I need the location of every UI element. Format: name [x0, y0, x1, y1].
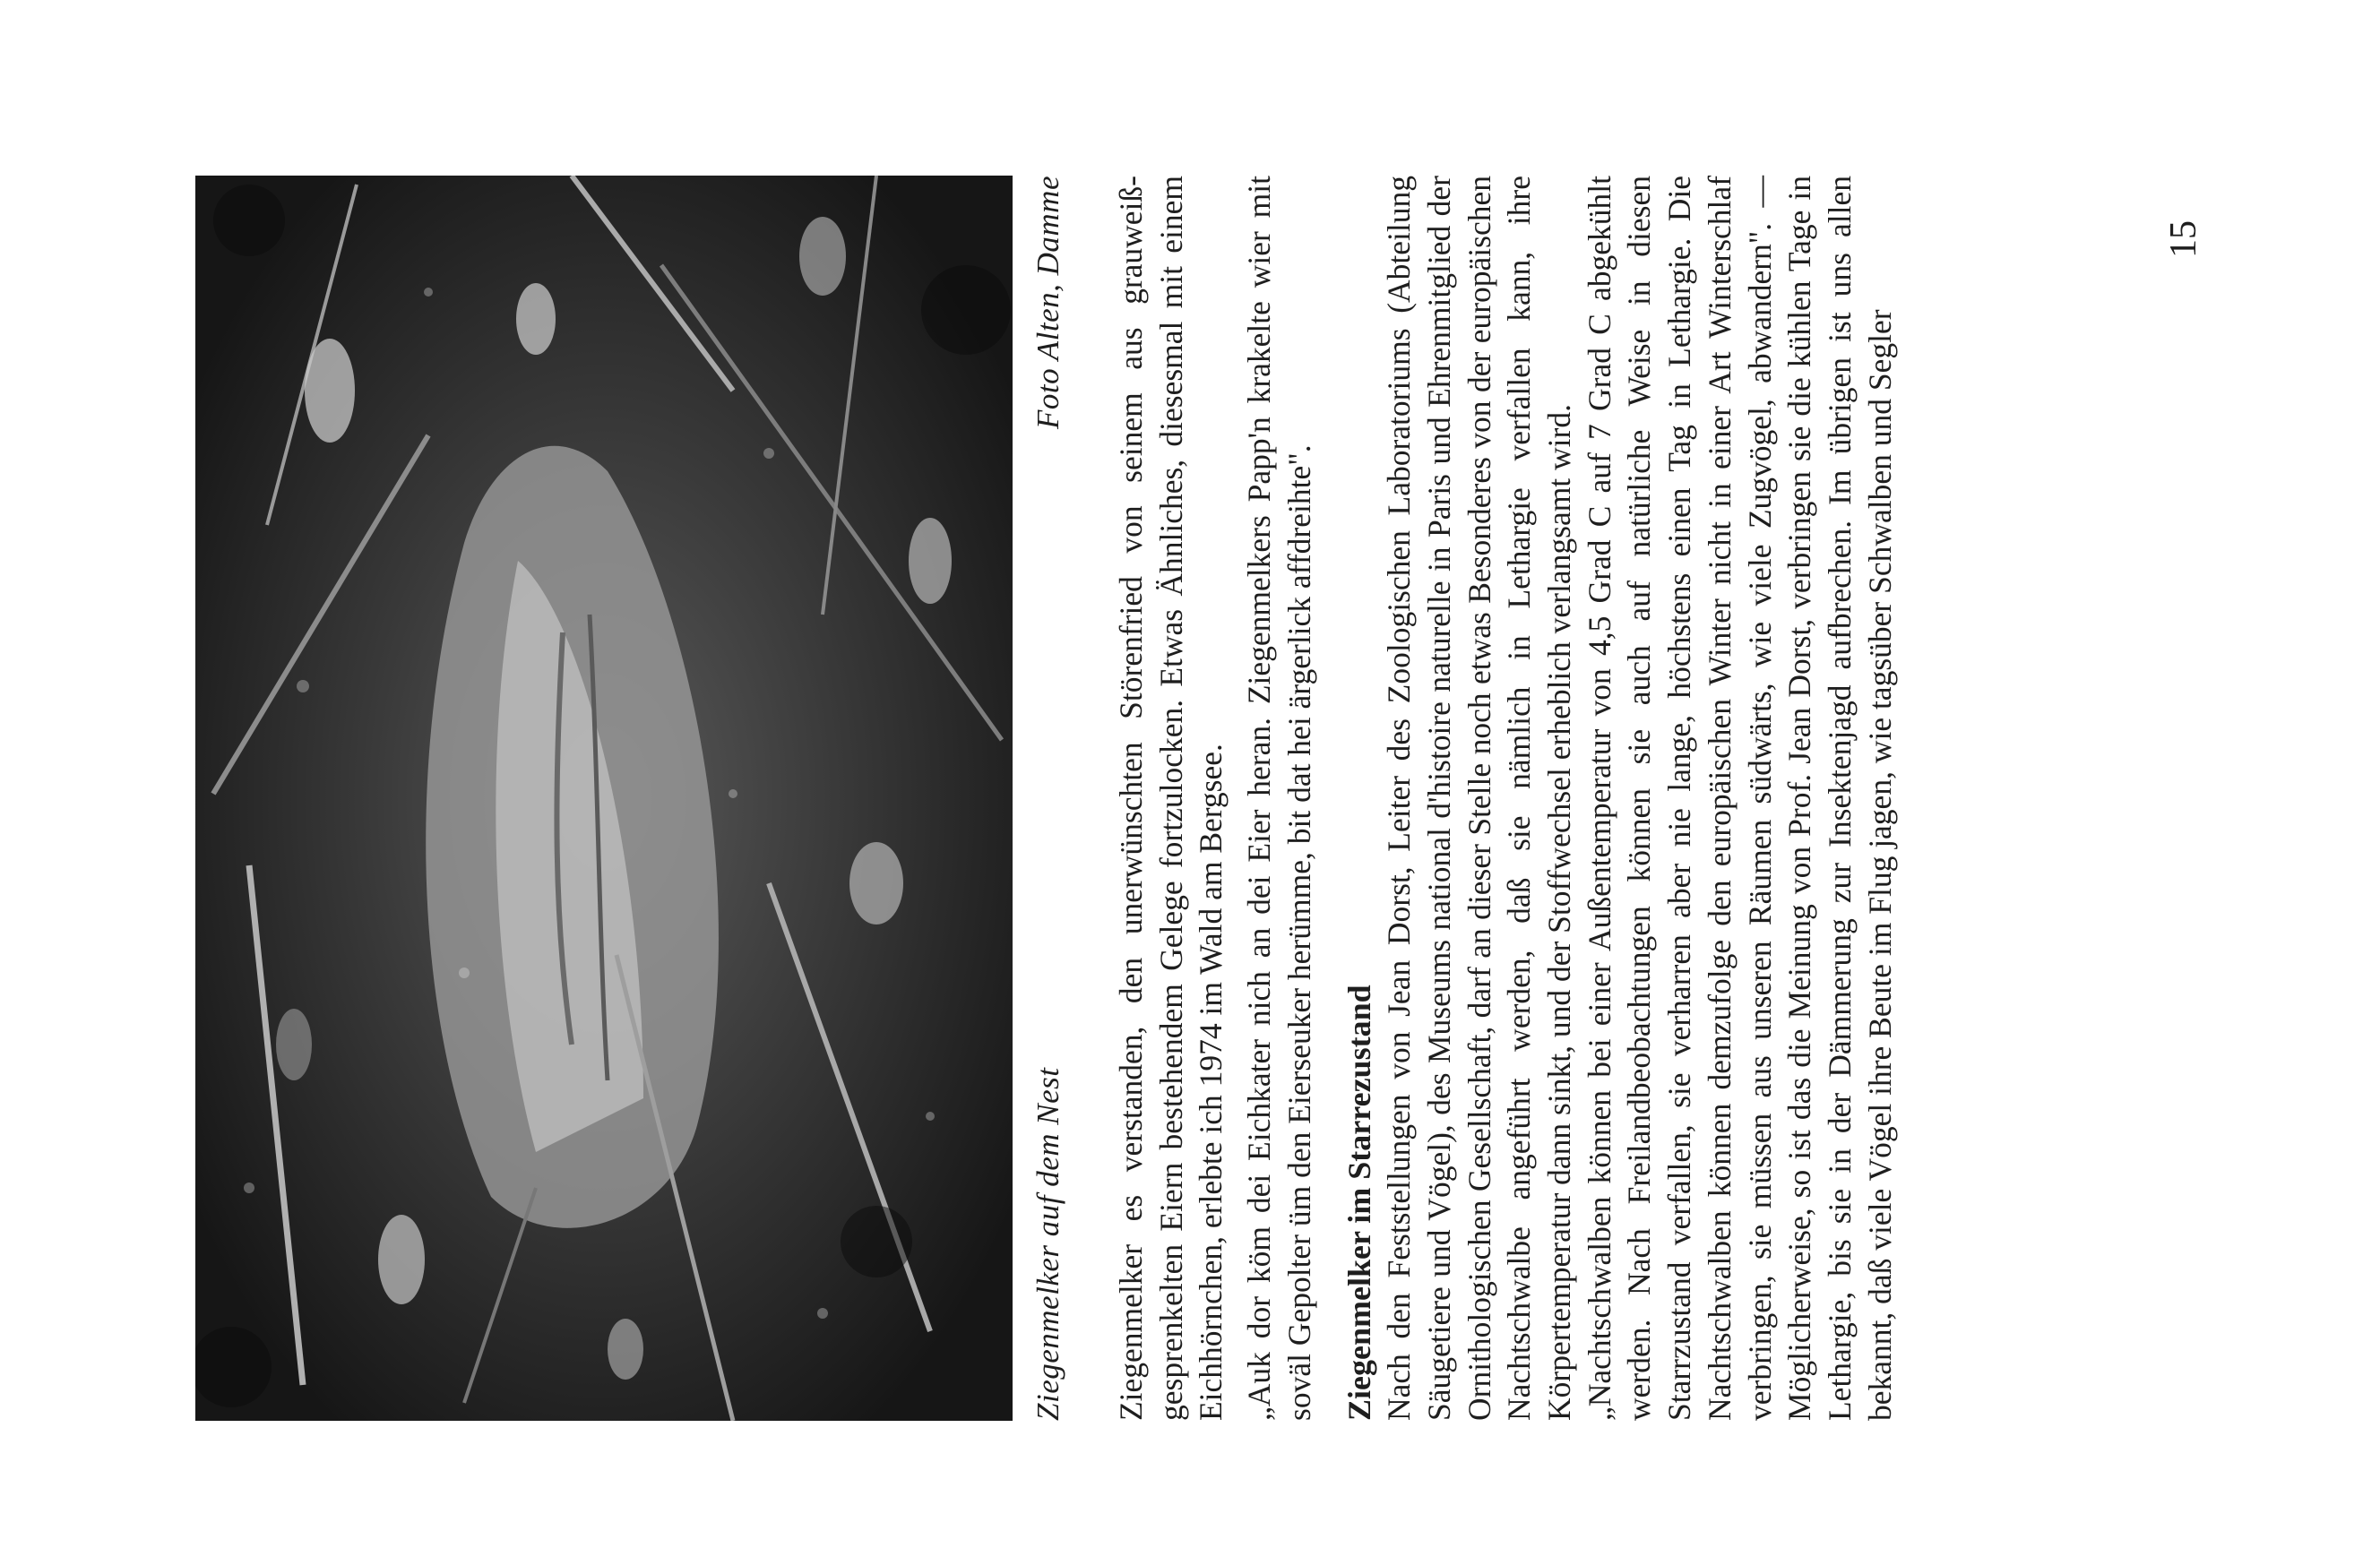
section-heading: Ziegenmelker im Starrezustand [1341, 985, 1377, 1421]
photo-credit: Foto Alten, Damme [1030, 176, 1065, 429]
paragraph-3: Nach den Feststellungen von Jean Dorst, Leiter des Zoologischen Laboratoriums (Abteilung Säugetiere und Vögel), des Museums national d'histoire naturelle in Paris und Ehrenmitglied der Ornithologischen Gesellschaft, darf an dieser Stelle noch etwas Besonderes von der europäischen Nachtschwalbe angeführt werden, daß sie nämlich in Lethargie verfallen kann, ihre Körpertemperatur dann sinkt, und der Stoffwechsel erheblich verlangsamt wird. [1381, 176, 1578, 1421]
paragraph-4: „Nachtschwalben können bei einer Außentemperatur von 4,5 Grad C auf 7 Grad C abgekühlt werden. Nach Freilandbeobachtungen können sie auch auf natürliche Weise in diesen Starrzustand verfallen, sie verharren aber nie lange, höchstens einen Tag in Lethargie. Die Nachtschwalben können demzufolge den europäischen Winter nicht in einer Art Winterschlaf verbringen, sie müssen aus unseren Räumen südwärts, wie viele Zugvögel, abwandern". — Möglicherweise, so ist das die Meinung von Prof. Jean Dorst, verbringen sie die kühlen Tage in Lethargie, bis sie in der Dämmerung zur Insektenjagd aufbrechen. Im übrigen ist uns allen bekannt, daß viele Vögel ihre Beute im Flug jagen, wie tagsüber Schwalben und Segler [1581, 176, 1898, 1421]
paragraph-1: Ziegenmelker es verstanden, den unerwünschten Störenfried von seinem aus grauweiß-gesprenkelten Eiern bestehendem Gelege fortzulocken. Etwas Ähnliches, diesesmal mit einem Eichhörnchen, erlebte ich 1974 im Wald am Bergsee. [1113, 176, 1229, 1421]
paragraph-2: „Auk dor köm dei Eichkater nich an dei Eier heran. Ziegenmelkers Papp'n krakelte wier mit soväl Gepolter üm den Eierseuker herümme, bit dat hei ärgerlick affdreihte". [1241, 176, 1317, 1421]
nest-photograph [195, 176, 1013, 1421]
article-body [1111, 176, 1900, 1421]
page-number: 15 [2163, 220, 2204, 258]
photo-caption: Ziegenmelker auf dem Nest [1030, 1067, 1065, 1421]
photo-image [195, 176, 1013, 1421]
